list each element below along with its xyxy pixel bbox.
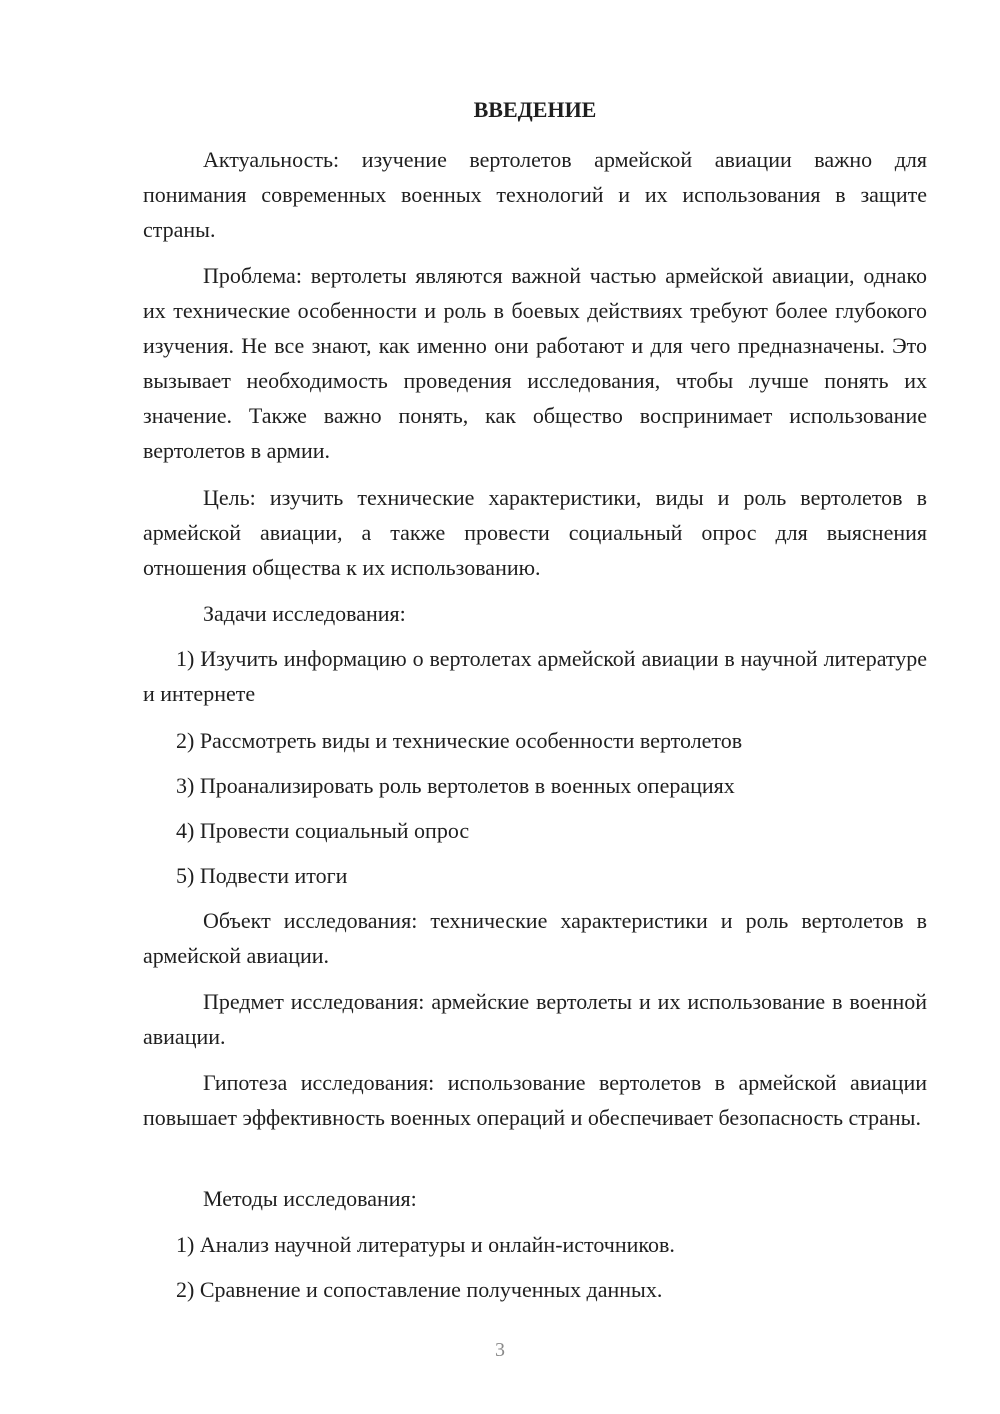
task-item-1: 1) Изучить информацию о вертолетах армейской авиации в научной литературе и интернете [143,646,927,706]
paragraph-hypothesis: Гипотеза исследования: использование вертолетов в армейской авиации повышает эффективность военных операций и обеспечивает безопасность страны. [143,1070,927,1130]
method-item-2: 2) Сравнение и сопоставление полученных данных. [176,1277,663,1302]
paragraph-goal: Цель: изучить технические характеристики, виды и роль вертолетов в армейской авиации, а также провести социальный опрос для выяснения отношения общества к их использованию. [143,485,927,580]
task-item-5: 5) Подвести итоги [176,863,348,888]
paragraph-relevance: Актуальность: изучение вертолетов армейской авиации важно для понимания современных военных технологий и их использования в защите страны. [143,147,927,242]
paragraph-problem: Проблема: вертолеты являются важной частью армейской авиации, однако их технические особенности и роль в боевых действиях требуют более глубокого изучения. Не все знают, как именно они работают и для чего предназначены. Это вызывает необходимость проведения исследования, чтобы лучше понять их значение. Также важно понять, как общество воспринимает использование вертолетов в армии. [143,263,927,463]
task-item-4: 4) Провести социальный опрос [176,818,470,843]
method-item-1: 1) Анализ научной литературы и онлайн-источников. [176,1232,675,1257]
methods-heading: Методы исследования: [203,1186,417,1211]
task-item-2: 2) Рассмотреть виды и технические особенности вертолетов [176,728,743,753]
task-item-3: 3) Проанализировать роль вертолетов в военных операциях [176,773,735,798]
page-number: 3 [495,1339,505,1361]
page-title: ВВЕДЕНИЕ [473,97,597,122]
tasks-heading: Задачи исследования: [203,601,406,626]
paragraph-object: Объект исследования: технические характеристики и роль вертолетов в армейской авиации. [143,908,927,968]
paragraph-subject: Предмет исследования: армейские вертолеты и их использование в военной авиации. [143,989,927,1049]
